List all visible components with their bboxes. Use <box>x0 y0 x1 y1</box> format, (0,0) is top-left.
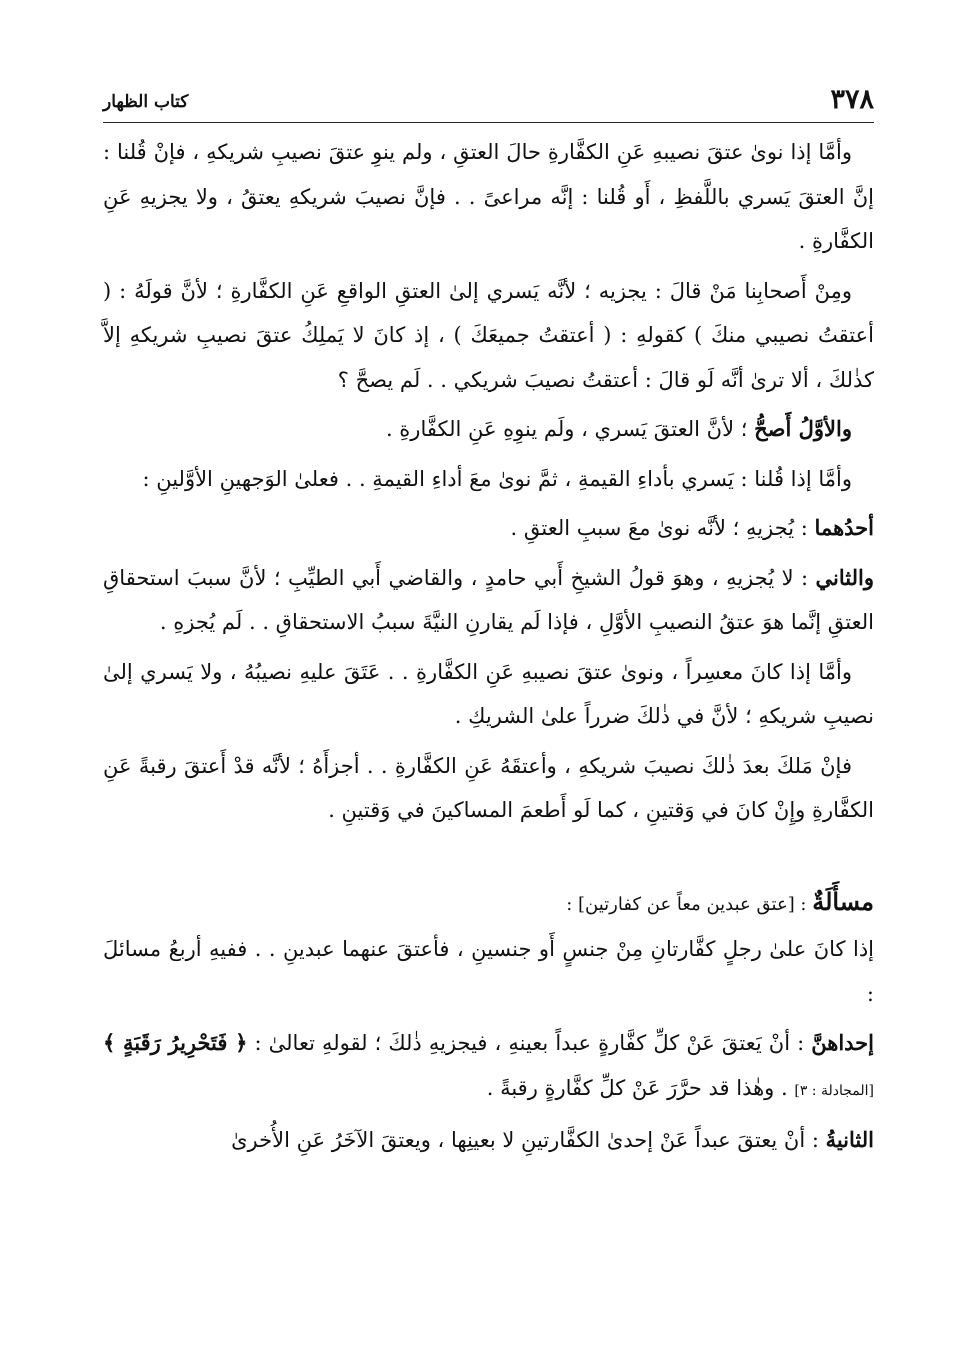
page-number: ٣٧٨ <box>830 84 874 115</box>
masala-word: مسأَلَةٌ <box>812 886 874 916</box>
paragraph-lead: إحداهنَّ <box>811 1030 874 1055</box>
paragraph-lead: أحدُهما <box>814 515 874 540</box>
quran-verse: ﴿ فَتَحْرِيرُ رَقَبَةٍ ﴾ <box>103 1030 248 1055</box>
paragraph-7 <box>103 650 874 739</box>
paragraph-text: : لا يُجزيهِ ، وهوَ قولُ الشيخِ أَبي حامدٍ ، والقاضي أَبي الطيِّبِ ؛ لأنَّ سببَ استحقاقِ العتقِ إنَّما هوَ عتقُ النصيبِ الأوَّلِ ، فإذا لَم يقارنِ النيَّةَ سببُ الاستحقاقِ . . لَم يُجزهِ . <box>103 565 874 634</box>
paragraph-5 <box>103 506 874 551</box>
paragraph-text: : أنْ يَعتقَ عَنْ كلِّ كفَّارةٍ عبداً بعينهِ ، فيجزيهِ ذٰلكَ ؛ لقولهِ تعالىٰ : <box>254 1031 812 1055</box>
paragraph-lead: الثانيةُ <box>825 1127 874 1152</box>
paragraph-4 <box>103 457 874 502</box>
body-text <box>103 130 874 1168</box>
masala-heading <box>103 880 874 928</box>
paragraph-text: ومِنْ أَصحابِنا مَنْ قالَ : يجزيه ؛ لأنَّه يَسري إلىٰ العتقِ الواقعِ عَنِ الكفَّارةِ ؛ لأنَّ قولَهُ : ( أعتقتُ نصيبي منكَ ) كقولهِ : ( أعتقتُ جميعَكَ ) ، إذ كانَ لا يَملِكُ عتقَ نصيبِ شريكهِ إلاَّ كذٰلكَ ، ألا ترىٰ أنَّه لَو قالَ : أعتقتُ نصيبَ شريكي . . لَم يصحَّ ؟ <box>103 278 874 392</box>
paragraph-8 <box>103 744 874 833</box>
masala-title: : [عتق عبدين معاً عن كفارتين] : <box>566 893 813 915</box>
paragraph-text: وأمَّا إذا نوىٰ عتقَ نصيبهِ عَنِ الكفَّارةِ حالَ العتقِ ، ولم ينوِ عتقَ نصيبِ شريكهِ ، فإنْ قُلنا : إنَّ العتقَ يَسري باللَّفظِ ، أَو قُلنا : إنَّه مراعىً . . فإنَّ نصيبَ شريكهِ يعتقُ ، ولا يجزيهِ عَنِ الكفَّارةِ . <box>103 140 874 253</box>
verse-reference: [المجادلة : ٣] <box>794 1082 874 1099</box>
paragraph-text: وأمَّا إذا قُلنا : يَسري بأداءِ القيمةِ ، ثمَّ نوىٰ معَ أداءِ القيمةِ . . فعلىٰ الوَجهينِ الأوَّلينِ : <box>142 466 852 491</box>
paragraph-2 <box>103 269 874 403</box>
running-title: كتاب الظهار <box>103 92 189 112</box>
paragraph-text: ؛ لأنَّ العتقَ يَسري ، ولَم ينوِهِ عَنِ الكفَّارةِ . <box>385 417 755 441</box>
paragraph-text: إذا كانَ علىٰ رجلٍ كفَّارتانِ مِنْ جنسٍ أَو جنسينِ ، فأعتقَ عنهما عبدينِ . . ففيهِ أربعُ مسائلَ : <box>103 937 874 1006</box>
paragraph-1 <box>103 130 874 264</box>
paragraph-text: وأمَّا إذا كانَ معسِراً ، ونوىٰ عتقَ نصيبهِ عَنِ الكفَّارةِ . . عَتَقَ عليهِ نصيبُهُ ، ولا يَسري إلىٰ نصيبِ شريكهِ ؛ لأنَّ في ذٰلكَ ضرراً علىٰ الشريكِ . <box>103 659 874 728</box>
paragraph-6 <box>103 556 874 645</box>
paragraph-text: : يُجزيهِ ؛ لأنَّه نوىٰ معَ سببِ العتقِ . <box>510 516 815 540</box>
paragraph-text: : أنْ يعتقَ عبداً عَنْ إحدىٰ الكفَّارتينِ لا بعينِها ، ويعتقَ الآخَرُ عَنِ الأُخرىٰ <box>231 1128 826 1152</box>
paragraph-tail: . وهٰذا قد حرَّرَ عَنْ كلِّ كفَّارةٍ رقبةً . <box>486 1075 795 1100</box>
paragraph-9 <box>103 927 874 1016</box>
paragraph-3 <box>103 407 874 452</box>
page-header <box>103 82 874 123</box>
paragraph-lead: والثاني <box>815 564 874 590</box>
section-spacer <box>103 838 874 880</box>
paragraph-lead: والأوَّلُ أَصحُّ <box>754 416 852 441</box>
paragraph-11 <box>103 1118 874 1163</box>
paragraph-10 <box>103 1021 874 1113</box>
paragraph-text: فإنْ مَلكَ بعدَ ذٰلكَ نصيبَ شريكهِ ، وأعتقَهُ عَنِ الكفَّارةِ . . أجزأَهُ ؛ لأنَّه قدْ أَعتقَ رقبةً عَنِ الكفَّارةِ وإِنْ كانَ في وَقتينِ ، كما لَو أَطعمَ المساكينَ في وَقتينِ . <box>103 753 874 822</box>
